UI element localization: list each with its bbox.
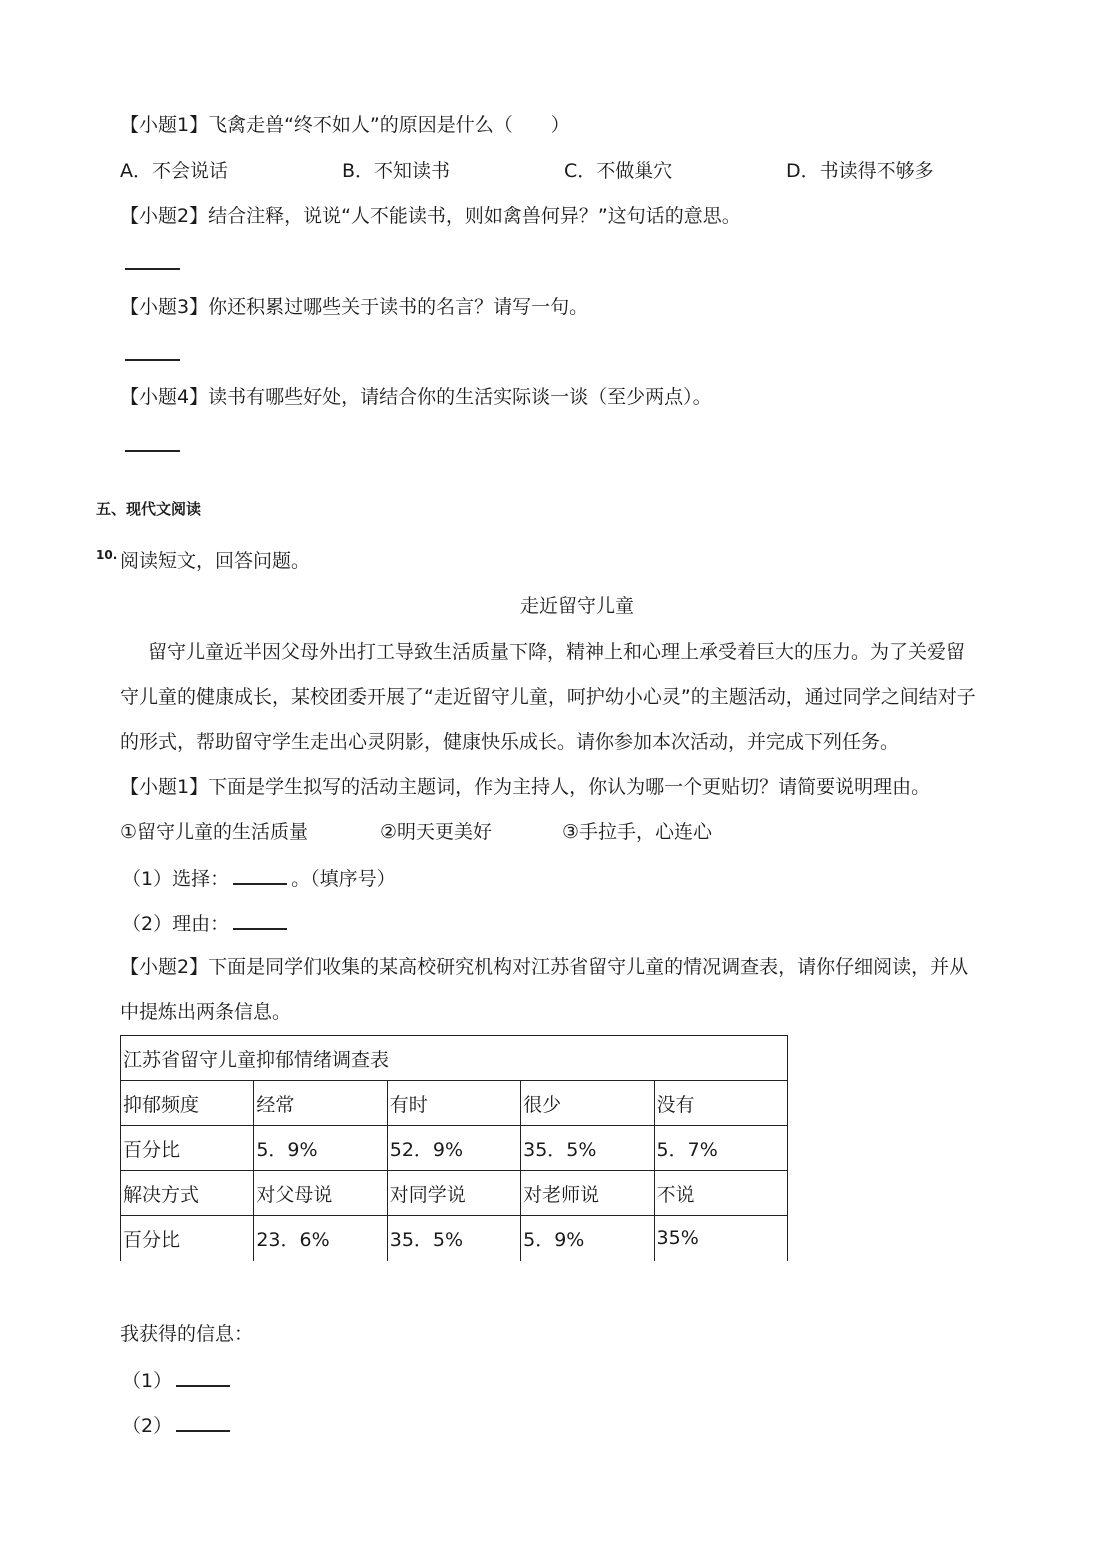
table-cell: 百分比 (121, 1126, 254, 1171)
table-cell: 没有 (654, 1081, 787, 1126)
info-item-1 (122, 1367, 234, 1393)
survey-table (120, 1035, 788, 1261)
table-cell: 对父母说 (254, 1171, 387, 1216)
article-title: 走近留守儿童 (520, 595, 635, 617)
table-row (121, 1216, 788, 1261)
option-d[interactable]: D．书读得不够多 (786, 160, 934, 182)
table-cell: 不说 (654, 1171, 787, 1216)
info-item-1-label: （1） (122, 1370, 173, 1392)
answer-blank-q3[interactable] (125, 359, 180, 361)
info-item-2 (122, 1412, 234, 1438)
table-cell: 对同学说 (387, 1171, 520, 1216)
theme-choice-2: ②明天更美好 (380, 821, 493, 843)
select-suffix: 。（填序号） (291, 868, 396, 890)
info-label: 我获得的信息： (120, 1323, 254, 1345)
paragraph-line-2: 守儿童的健康成长，某校团委开展了“走近留守儿童，呵护幼小心灵”的主题活动，通过同学之间结对子 (120, 686, 976, 708)
sub-question-2-line-1: 【小题2】下面是同学们收集的某高校研究机构对江苏省留守儿童的情况调查表，请你仔细阅读，并从 (120, 956, 969, 978)
table-cell: 5．9% (521, 1216, 654, 1261)
table-cell: 对老师说 (521, 1171, 654, 1216)
option-a[interactable]: A．不会说话 (120, 160, 228, 182)
table-cell: 5．7% (654, 1126, 787, 1171)
reason-row (122, 910, 291, 936)
table-cell: 很少 (521, 1081, 654, 1126)
table-cell: 有时 (387, 1081, 520, 1126)
question-1-text: 【小题1】飞禽走兽“终不如人”的原因是什么（ ） (120, 114, 570, 136)
answer-blank-q4[interactable] (125, 450, 180, 452)
select-label: （1）选择： (122, 868, 230, 890)
instruction-text: 阅读短文，回答问题。 (120, 550, 311, 572)
info-blank-2[interactable] (176, 1412, 230, 1432)
paragraph-line-1: 留守儿童近半因父母外出打工导致生活质量下降，精神上和心理上承受着巨大的压力。为了关爱留 (148, 641, 966, 663)
table-title: 江苏省留守儿童抑郁情绪调查表 (121, 1036, 788, 1081)
section-title: 五、现代文阅读 (96, 500, 202, 518)
table-cell: 百分比 (121, 1216, 254, 1261)
table-row (121, 1171, 788, 1216)
question-number: 10. (96, 548, 118, 562)
option-b[interactable]: B．不知读书 (342, 160, 451, 182)
sub-question-1-text: 【小题1】下面是学生拟写的活动主题词，作为主持人，你认为哪一个更贴切？请简要说明理由。 (120, 776, 931, 798)
table-cell: 35% (654, 1216, 787, 1261)
table-cell: 35．5% (387, 1216, 520, 1261)
question-3-text: 【小题3】你还积累过哪些关于读书的名言？请写一句。 (120, 296, 589, 318)
reason-label: （2）理由： (122, 913, 230, 935)
question-4-text: 【小题4】读书有哪些好处，请结合你的生活实际谈一谈（至少两点）。 (120, 386, 712, 408)
theme-choice-1: ①留守儿童的生活质量 (120, 821, 309, 843)
table-cell: 35．5% (521, 1126, 654, 1171)
option-c[interactable]: C．不做巢穴 (564, 160, 673, 182)
table-cell: 23．6% (254, 1216, 387, 1261)
info-item-2-label: （2） (122, 1415, 173, 1437)
table-cell: 5．9% (254, 1126, 387, 1171)
select-row (122, 865, 396, 891)
table-row (121, 1081, 788, 1126)
theme-choice-3: ③手拉手，心连心 (562, 821, 713, 843)
question-2-text: 【小题2】结合注释，说说“人不能读书，则如禽兽何异？”这句话的意思。 (120, 205, 741, 227)
select-blank[interactable] (233, 865, 287, 885)
info-blank-1[interactable] (176, 1367, 230, 1387)
table-cell: 经常 (254, 1081, 387, 1126)
reason-blank[interactable] (233, 910, 287, 930)
table-row (121, 1126, 788, 1171)
answer-blank-q2[interactable] (125, 268, 180, 270)
table-cell: 解决方式 (121, 1171, 254, 1216)
table-cell: 抑郁频度 (121, 1081, 254, 1126)
sub-question-2-line-2: 中提炼出两条信息。 (120, 1001, 292, 1023)
paragraph-line-3: 的形式，帮助留守学生走出心灵阴影，健康快乐成长。请你参加本次活动，并完成下列任务。 (120, 731, 900, 753)
table-cell: 52．9% (387, 1126, 520, 1171)
